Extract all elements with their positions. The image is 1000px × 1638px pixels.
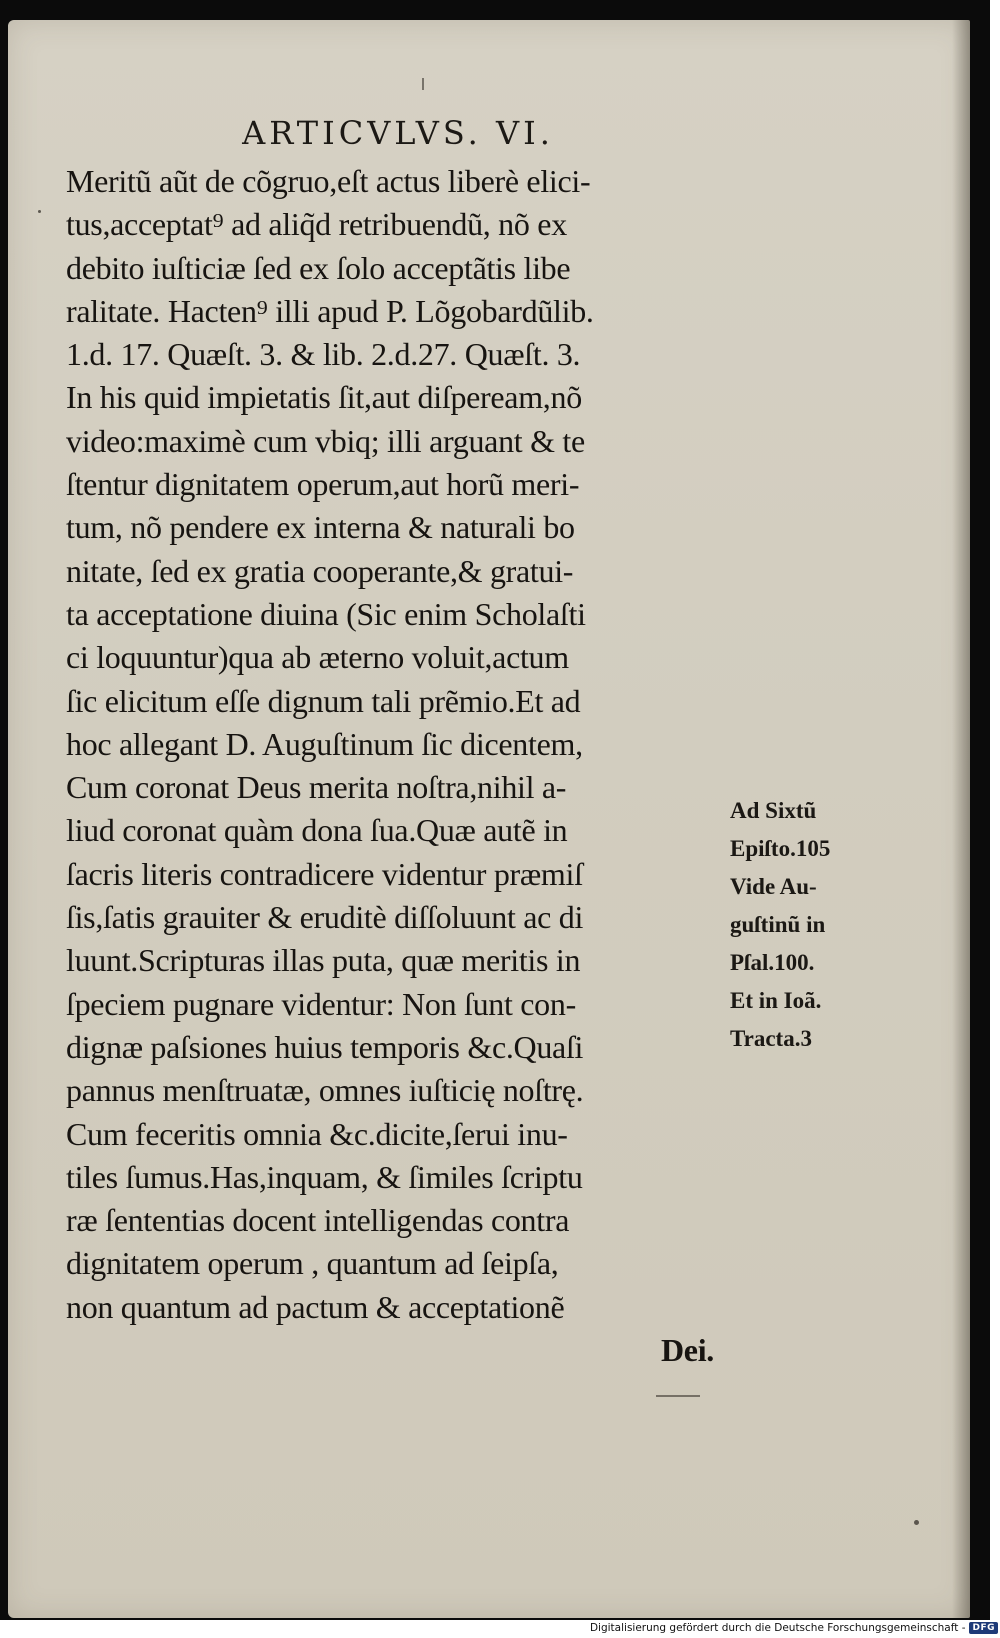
text-line: luunt.Scripturas illas puta, quæ meritis in	[66, 942, 581, 979]
text-line: ci loquuntur)qua ab æterno voluit,actum	[66, 639, 569, 676]
digitization-footer	[590, 1620, 998, 1636]
margin-note: Tracta.3	[730, 1026, 812, 1051]
text-line: 1.d. 17. Quæſt. 3. & lib. 2.d.27. Quæſt. 3.	[66, 336, 581, 373]
margin-note: guſtinũ in	[730, 912, 826, 937]
text-line: tiles ſumus.Has,inquam, & ſimiles ſcriptu	[66, 1158, 583, 1195]
text-line: In his quid impietatis ſit,aut diſpeream,nõ	[66, 379, 582, 416]
text-line: pannus menſtruatæ, omnes iuſticię noſtrę.	[66, 1072, 584, 1109]
text-line: hoc allegant D. Auguſtinum ſic dicentem,	[66, 725, 583, 762]
text-line: ſis,ſatis grauiter & eruditè diſſoluunt ac di	[66, 899, 584, 936]
page-mark	[422, 78, 424, 90]
margin-note: Epiſto.105	[730, 836, 831, 861]
paper-speck	[914, 1520, 919, 1525]
text-line: ſacris literis contradicere videntur præmiſ	[66, 855, 583, 892]
text-line: dignæ paſsiones huius temporis &c.Quaſi	[66, 1028, 584, 1065]
text-line: Cum feceritis omnia &c.dicite,ſerui inu-	[66, 1115, 568, 1152]
text-line: ſtentur dignitatem operum,aut horũ meri-	[66, 466, 580, 503]
text-line: ræ ſententias docent intelligendas contra	[66, 1202, 570, 1239]
text-line: ralitate. Hacten⁹ illi apud P. Lõgobardũlib.	[66, 292, 594, 329]
text-line: tus,acceptat⁹ ad aliq̃d retribuendũ, nõ ex	[66, 206, 567, 243]
paper-speck	[38, 210, 41, 213]
text-line: video:maximè cum vbiq; illi arguant & te	[66, 422, 585, 459]
book-page	[8, 20, 970, 1618]
margin-note: Ad Sixtũ	[730, 798, 817, 823]
text-line: debito iuſticiæ ſed ex ſolo acceptãtis libe	[66, 249, 571, 286]
text-line: ſic elicitum eſſe dignum tali prẽmio.Et ad	[66, 682, 581, 719]
text-line: Cum coronat Deus merita noſtra,nihil a-	[66, 769, 567, 806]
text-line: tum, nõ pendere ex interna & naturali bo	[66, 509, 575, 546]
running-header: ARTICVLVS. VI.	[242, 114, 554, 152]
catchword-rule	[656, 1395, 700, 1397]
text-line: ta acceptatione diuina (Sic enim Scholaſti	[66, 595, 586, 632]
main-text-block	[66, 160, 726, 1372]
catchword: Dei.	[660, 1332, 714, 1369]
margin-note: Pſal.100.	[730, 950, 815, 975]
margin-note: Vide Au-	[730, 874, 817, 899]
text-line: Meritũ aũt de cõgruo,eſt actus liberè elici-	[66, 163, 591, 199]
footer-credit: Digitalisierung gefördert durch die Deutsche Forschungsgemeinschaft -	[589, 1622, 966, 1634]
text-line: non quantum ad pactum & acceptationẽ	[66, 1288, 565, 1325]
text-line: nitate, ſed ex gratia cooperante,& gratui-	[66, 552, 574, 589]
dfg-logo-icon: DFG	[969, 1622, 998, 1634]
margin-notes	[730, 792, 880, 1058]
text-line: dignitatem operum , quantum ad ſeipſa,	[66, 1245, 559, 1282]
text-line: liud coronat quàm dona ſua.Quæ autẽ in	[66, 812, 568, 849]
text-line: ſpeciem pugnare videntur: Non ſunt con-	[66, 985, 576, 1022]
margin-note: Et in Ioã.	[730, 988, 822, 1013]
